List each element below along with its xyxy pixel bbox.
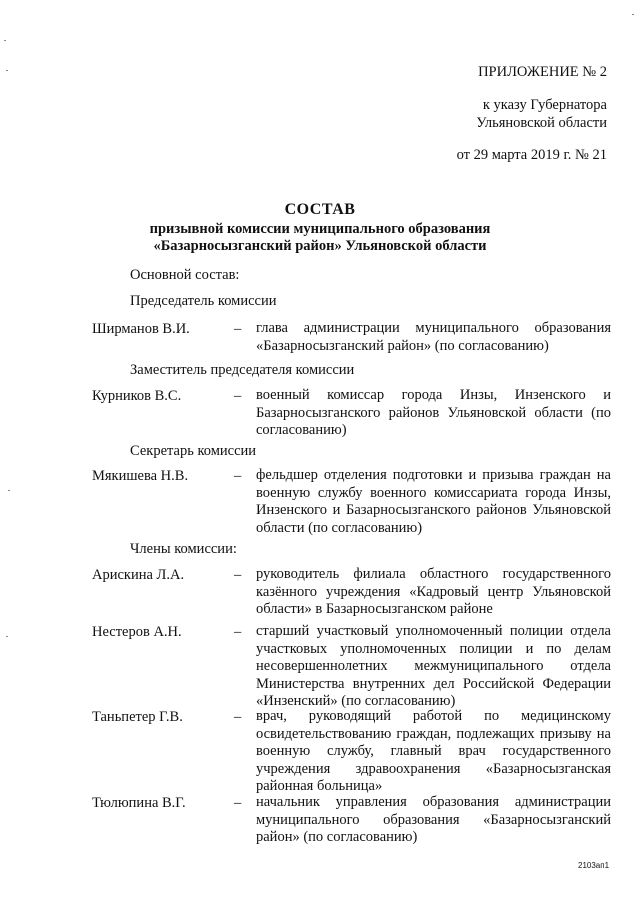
dash-separator: – — [234, 321, 242, 337]
dash-separator: – — [234, 624, 242, 640]
scan-speck — [632, 14, 634, 15]
member-description: врач, руководящий работой по медицинскому освидетельствованию граждан, подлежащих призыву на военную службу, главный врач государственного учреждения здравоохранения «Базарносызганская районная больница» — [256, 708, 611, 794]
appendix-label: ПРИЛОЖЕНИЕ № 2 — [478, 64, 607, 80]
member-description: руководитель филиала областного государственного казённого учреждения «Кадровый центр Ульяновской области» в Базарносызганском районе — [256, 566, 611, 617]
member-name: Мякишева Н.В. — [92, 468, 189, 484]
dash-separator: – — [234, 567, 242, 583]
section-deputy: Заместитель председателя комиссии — [130, 362, 355, 378]
document-code: 2103ап1 — [578, 861, 610, 870]
scan-speck — [8, 490, 10, 491]
scan-speck — [6, 70, 8, 71]
document-title: СОСТАВ — [284, 201, 356, 218]
dash-separator: – — [234, 468, 242, 484]
decree-line-1: к указу Губернатора — [482, 97, 607, 113]
member-name: Таньпетер Г.В. — [92, 709, 183, 725]
scan-speck — [4, 40, 6, 41]
member-name: Арискина Л.А. — [92, 567, 185, 583]
member-name: Нестеров А.Н. — [92, 624, 182, 640]
decree-reference — [395, 96, 607, 132]
section-members: Члены комиссии: — [130, 541, 237, 557]
member-description: военный комиссар города Инзы, Инзенского и Базарносызганского районов Ульяновской области (по согласованию) — [256, 387, 611, 438]
member-description: начальник управления образования администрации муниципального образования «Базарносызганский район» (по согласованию) — [256, 794, 611, 845]
member-name: Курников В.С. — [92, 388, 182, 404]
member-name: Ширманов В.И. — [92, 321, 190, 337]
member-description: старший участковый уполномоченный полиции отдела участковых уполномоченных полиции и по делам несовершеннолетних межмуниципального отдела Министерства внутренних дел Российской Федерации «Инзенский» (по согласованию) — [256, 623, 611, 709]
document-subtitle-2: «Базарносызганский район» Ульяновской области — [153, 238, 487, 254]
dash-separator: – — [234, 388, 242, 404]
dash-separator: – — [234, 709, 242, 725]
dash-separator: – — [234, 795, 242, 811]
document-subtitle-1: призывной комиссии муниципального образования — [149, 221, 491, 237]
member-description: глава администрации муниципального образования «Базарносызганский район» (по согласованию) — [256, 320, 611, 354]
member-name: Тюлюпина В.Г. — [92, 795, 186, 811]
section-secretary: Секретарь комиссии — [130, 443, 257, 459]
section-chair: Председатель комиссии — [130, 293, 277, 309]
decree-line-2: Ульяновской области — [476, 115, 607, 131]
scan-speck — [6, 636, 8, 637]
member-description: фельдшер отделения подготовки и призыва граждан на военную службу военного комиссариата города Инзы, Инзенского и Базарносызганского районов Ульяновской области (по согласованию) — [256, 467, 611, 536]
decree-date-number: от 29 марта 2019 г. № 21 — [456, 147, 607, 163]
section-main-composition: Основной состав: — [130, 267, 240, 283]
